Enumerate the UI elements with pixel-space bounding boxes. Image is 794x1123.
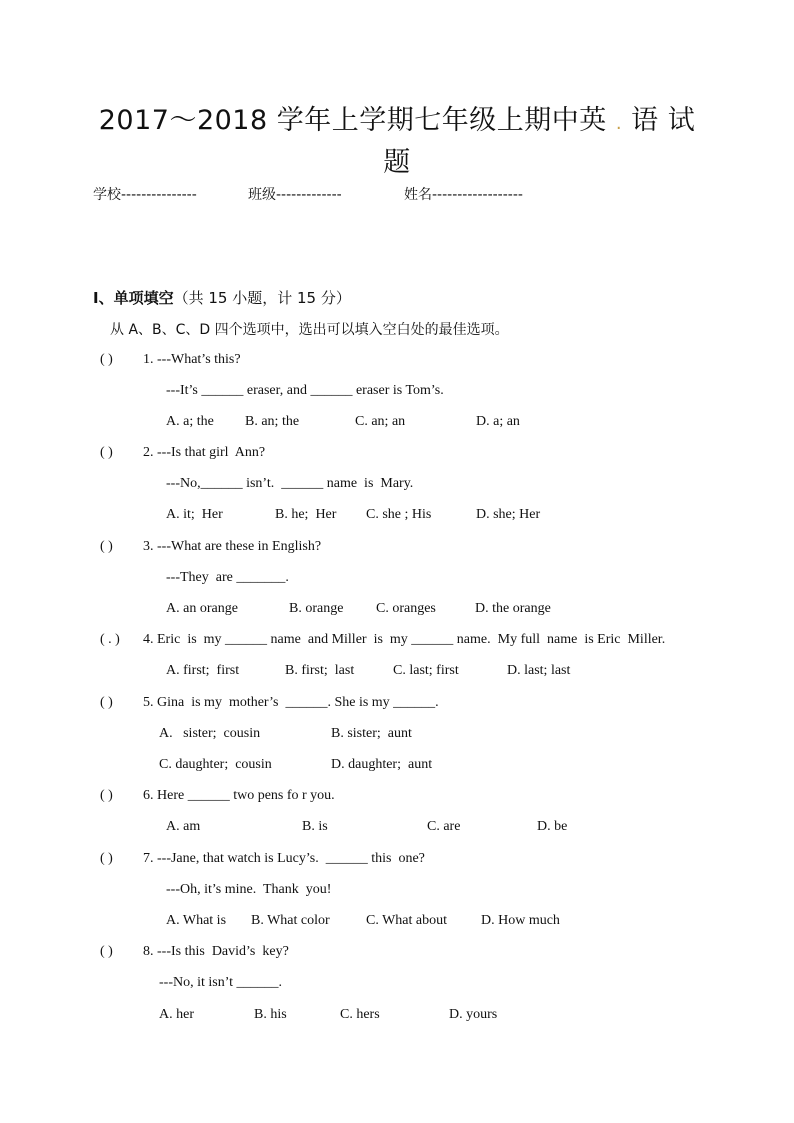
q6-option-b: B. is <box>302 819 328 834</box>
section-instructions: 从 A、B、C、D 四个选项中，选出可以填入空白处的最佳选项。 <box>110 322 509 338</box>
section-label: I、单项填空 <box>93 289 174 307</box>
answer-blank-7[interactable]: ( ) <box>100 851 113 866</box>
answer-blank-8[interactable]: ( ) <box>100 944 113 959</box>
q5-option-b: B. sister; aunt <box>331 726 412 741</box>
q1-option-d: D. a; an <box>476 414 520 429</box>
q5-option-c: C. daughter; cousin <box>159 757 272 772</box>
question-7-stem: 7. ---Jane, that watch is Lucy’s. ______ this one? <box>143 851 425 866</box>
answer-blank-1[interactable]: ( ) <box>100 352 113 367</box>
question-2-line2: ---No,______ isn’t. ______ name is Mary. <box>166 476 414 491</box>
q4-option-d: D. last; last <box>507 663 571 678</box>
q2-option-b: B. he; Her <box>275 507 337 522</box>
question-8-line2: ---No, it isn’t ______. <box>159 975 283 990</box>
question-5-stem: 5. Gina is my mother’s ______. She is my ______. <box>143 695 439 710</box>
q4-option-b: B. first; last <box>285 663 355 678</box>
q6-option-d: D. be <box>537 819 568 834</box>
question-1-stem: 1. ---What’s this? <box>143 352 241 367</box>
q2-option-c: C. she ; His <box>366 507 432 522</box>
q3-option-b: B. orange <box>289 601 344 616</box>
q8-option-c: C. hers <box>340 1007 380 1022</box>
q3-option-d: D. the orange <box>475 601 551 616</box>
title-dot-mark: . <box>615 113 623 134</box>
question-3-line2: ---They are _______. <box>166 570 289 585</box>
exam-title-part2: 语 试 <box>631 105 696 136</box>
q7-option-b: B. What color <box>251 913 330 928</box>
question-3-stem: 3. ---What are these in English? <box>143 539 322 554</box>
q4-option-c: C. last; first <box>393 663 459 678</box>
q3-option-a: A. an orange <box>166 601 238 616</box>
answer-blank-4[interactable]: ( . ) <box>100 632 120 647</box>
question-2-stem: 2. ---Is that girl Ann? <box>143 445 266 460</box>
section-heading <box>93 287 351 308</box>
q3-option-c: C. oranges <box>376 601 436 616</box>
question-1-line2: ---It’s ______ eraser, and ______ eraser is Tom’s. <box>166 383 444 398</box>
q6-option-c: C. are <box>427 819 461 834</box>
q8-option-d: D. yours <box>449 1007 498 1022</box>
q1-option-b: B. an; the <box>245 414 300 429</box>
answer-blank-6[interactable]: ( ) <box>100 788 113 803</box>
q2-option-d: D. she; Her <box>476 507 541 522</box>
answer-blank-5[interactable]: ( ) <box>100 695 113 710</box>
q6-option-a: A. am <box>166 819 201 834</box>
q1-option-a: A. a; the <box>166 414 214 429</box>
exam-title-part1: 2017～2018 学年上学期七年级上期中英 <box>98 105 607 136</box>
section-note: （共 15 小题，计 15 分） <box>173 289 351 307</box>
q2-option-a: A. it; Her <box>166 507 223 522</box>
question-4-stem: 4. Eric is my ______ name and Miller is my ______ name. My full name is Eric Miller. <box>143 632 666 647</box>
question-7-line2: ---Oh, it’s mine. Thank you! <box>166 882 332 897</box>
q8-option-a: A. her <box>159 1007 194 1022</box>
answer-blank-3[interactable]: ( ) <box>100 539 113 554</box>
question-6-stem: 6. Here ______ two pens fo r you. <box>143 788 335 803</box>
school-field: 学校--------------- <box>93 187 197 203</box>
q8-option-b: B. his <box>254 1007 287 1022</box>
question-8-stem: 8. ---Is this David’s key? <box>143 944 289 959</box>
exam-title-line2: 题 <box>383 147 411 178</box>
q5-option-d: D. daughter; aunt <box>331 757 433 772</box>
q7-option-a: A. What is <box>166 913 227 928</box>
q5-option-a: A. sister; cousin <box>159 726 261 741</box>
class-field: 班级------------- <box>248 187 342 203</box>
q7-option-d: D. How much <box>481 913 560 928</box>
exam-title-line1 <box>0 98 794 137</box>
q4-option-a: A. first; first <box>166 663 240 678</box>
q1-option-c: C. an; an <box>355 414 406 429</box>
answer-blank-2[interactable]: ( ) <box>100 445 113 460</box>
name-field: 姓名------------------ <box>404 187 523 203</box>
q7-option-c: C. What about <box>366 913 448 928</box>
